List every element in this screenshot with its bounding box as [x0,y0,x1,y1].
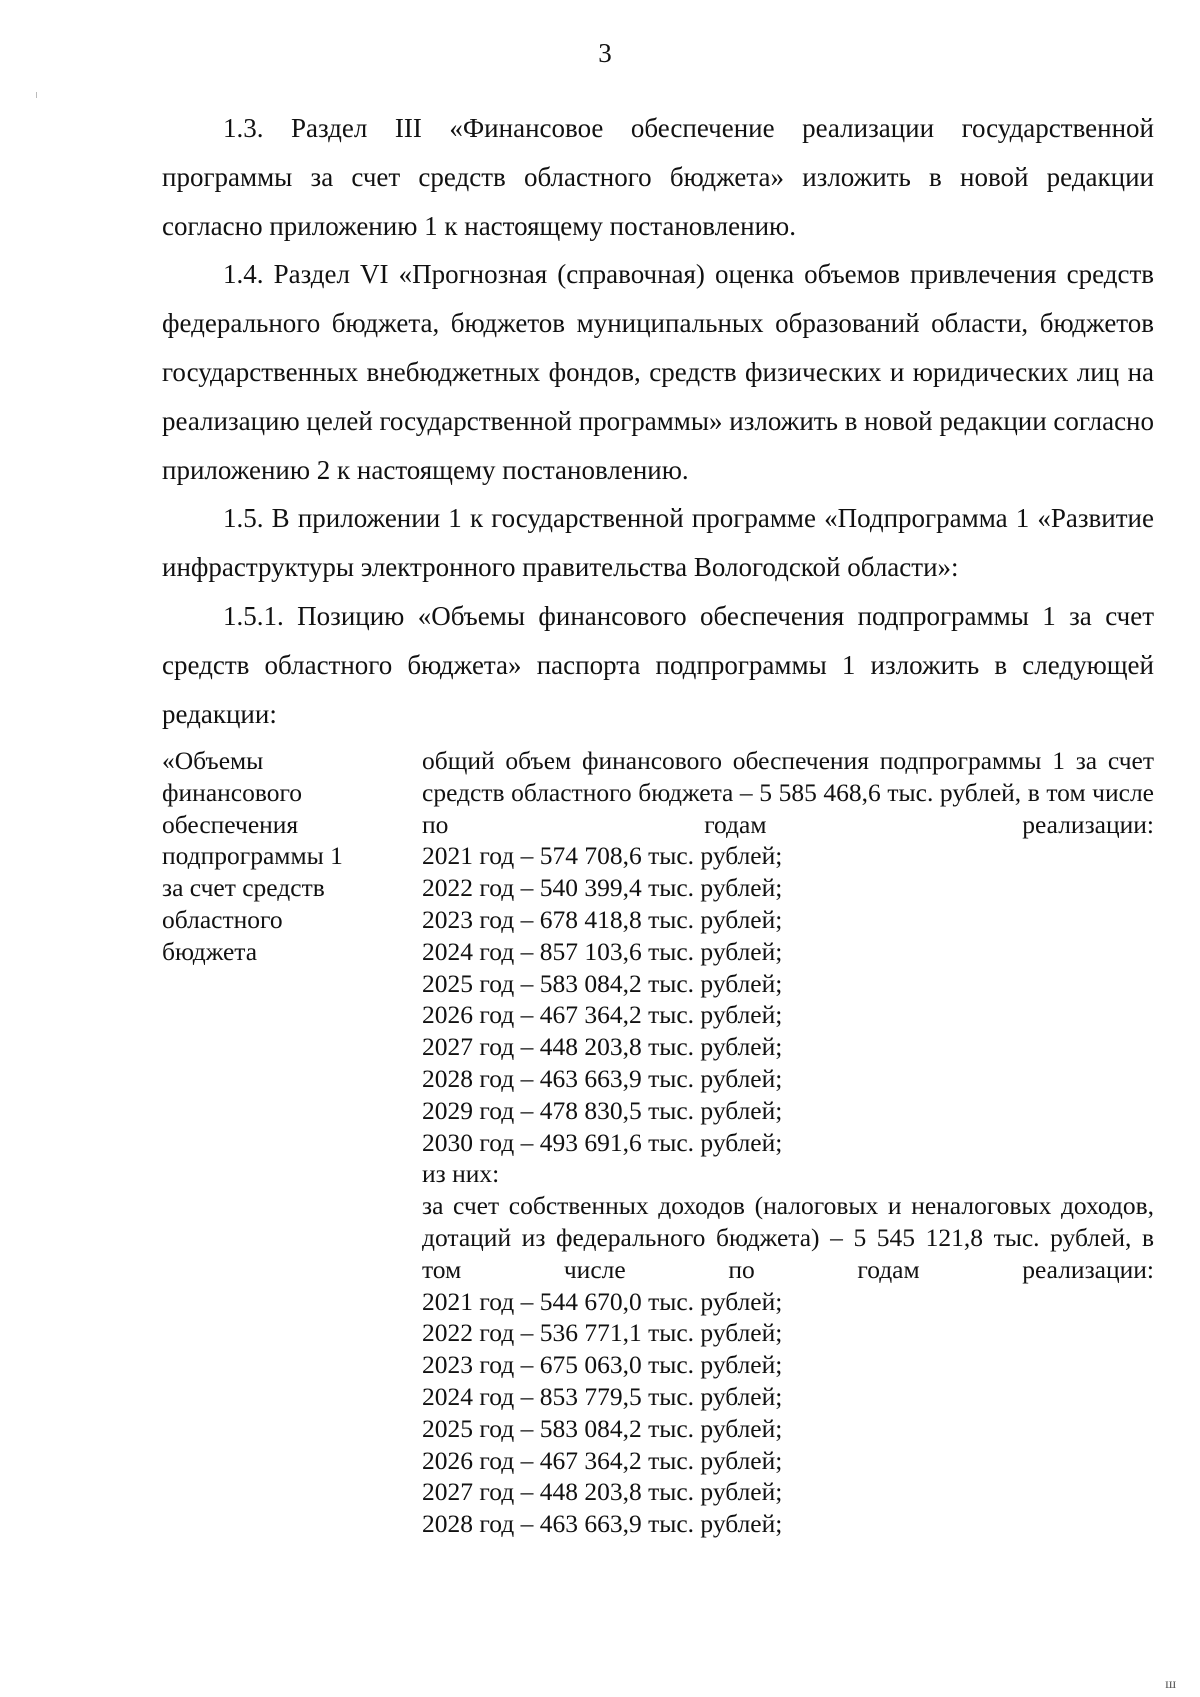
total-funding-intro: общий объем финансового обеспечения подпрограммы 1 за счет средств областного бюджета – 5 585 468,6 тыс. рублей, в том числе по годам реализации: [422,746,1154,839]
own-year-line: 2027 год – 448 203,8 тыс. рублей; [422,1477,783,1507]
label-line: подпрограммы 1 [162,841,343,871]
total-year-line: 2022 год – 540 399,4 тыс. рублей; [422,873,783,903]
label-line: «Объемы [162,746,264,775]
passport-position-label [162,745,382,968]
own-year-line: 2021 год – 544 670,0 тыс. рублей; [422,1286,783,1316]
label-line: обеспечения [162,809,299,839]
total-year-line: 2021 год – 574 708,6 тыс. рублей; [422,841,783,871]
total-year-line: 2024 год – 857 103,6 тыс. рублей; [422,936,783,966]
total-year-line: 2025 год – 583 084,2 тыс. рублей; [422,968,783,998]
total-year-line: 2028 год – 463 663,9 тыс. рублей; [422,1063,783,1093]
own-year-line: 2028 год – 463 663,9 тыс. рублей; [422,1509,783,1539]
scan-artifact [36,92,37,98]
own-year-line: 2023 год – 675 063,0 тыс. рублей; [422,1350,783,1380]
own-income-intro: за счет собственных доходов (налоговых и неналоговых доходов, дотаций из федерального бюджета) – 5 545 121,8 тыс. рублей, в том числе по годам реализации: [422,1191,1154,1284]
paragraph-1-5: 1.5. В приложении 1 к государственной программе «Подпрограмма 1 «Развитие инфраструктуры электронного правительства Вологодской области»: [162,503,1154,582]
total-year-line: 2023 год – 678 418,8 тыс. рублей; [422,904,783,934]
own-year-line: 2022 год – 536 771,1 тыс. рублей; [422,1318,783,1348]
of-them-label: из них: [422,1159,500,1189]
total-year-line: 2027 год – 448 203,8 тыс. рублей; [422,1032,783,1062]
page-number: 3 [598,38,612,68]
total-year-line: 2030 год – 493 691,6 тыс. рублей; [422,1127,783,1157]
own-year-line: 2026 год – 467 364,2 тыс. рублей; [422,1445,783,1475]
passport-position-value [422,745,1154,1540]
total-year-line: 2026 год – 467 364,2 тыс. рублей; [422,1000,783,1030]
bottom-scan-mark: ш [1165,1677,1178,1692]
paragraph-1-5-1: 1.5.1. Позицию «Объемы финансового обеспечения подпрограммы 1 за счет средств областного бюджета» паспорта подпрограммы 1 изложить в следующей редакции: [162,601,1154,729]
paragraph-1-3: 1.3. Раздел III «Финансовое обеспечение реализации государственной программы за счет средств областного бюджета» изложить в новой редакции согласно приложению 1 к настоящему постановлению. [162,113,1154,241]
label-line: финансового [162,777,303,807]
label-line: за счет средств [162,873,325,903]
label-line: бюджета [162,936,258,966]
label-line: областного [162,904,283,934]
own-year-line: 2025 год – 583 084,2 тыс. рублей; [422,1413,783,1443]
paragraph-1-4: 1.4. Раздел VI «Прогнозная (справочная) оценка объемов привлечения средств федерального бюджета, бюджетов муниципальных образований области, бюджетов государственных внебюджетных фондов, средств физических и юридических лиц на реализацию целей государственной программы» изложить в новой редакции согласно приложению 2 к настоящему постановлению. [162,259,1154,485]
own-year-line: 2024 год – 853 779,5 тыс. рублей; [422,1381,783,1411]
total-year-line: 2029 год – 478 830,5 тыс. рублей; [422,1095,783,1125]
